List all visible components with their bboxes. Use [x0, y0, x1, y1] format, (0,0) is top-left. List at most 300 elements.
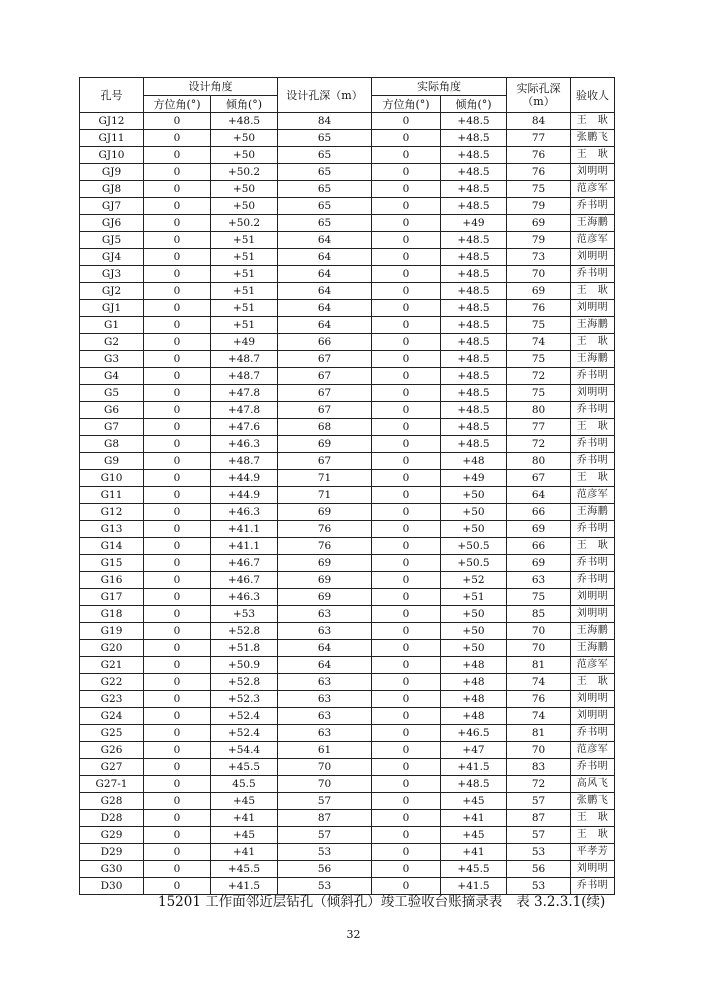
cell-design-depth: 69: [278, 436, 372, 453]
cell-actual-azimuth: 0: [372, 419, 441, 436]
cell-hole-no: D29: [80, 844, 144, 861]
cell-design-azimuth: 0: [144, 657, 211, 674]
cell-design-depth: 69: [278, 555, 372, 572]
cell-hole-no: GJ9: [80, 164, 144, 181]
cell-hole-no: G8: [80, 436, 144, 453]
cell-actual-depth: 73: [507, 249, 571, 266]
table-row: [80, 708, 615, 725]
cell-design-azimuth: 0: [144, 385, 211, 402]
cell-design-depth: 67: [278, 453, 372, 470]
header-inspector: 验收人: [571, 78, 615, 113]
cell-inspector: 范彦军: [571, 487, 615, 504]
cell-design-depth: 63: [278, 691, 372, 708]
drilling-acceptance-table: [79, 77, 615, 895]
cell-design-depth: 71: [278, 487, 372, 504]
table-caption: [158, 890, 605, 910]
cell-inspector: 刘明明: [571, 708, 615, 725]
cell-actual-dip: +48.5: [441, 402, 507, 419]
table-row: [80, 334, 615, 351]
cell-inspector: 王 耿: [571, 419, 615, 436]
cell-actual-depth: 76: [507, 300, 571, 317]
cell-design-azimuth: 0: [144, 215, 211, 232]
cell-hole-no: G29: [80, 827, 144, 844]
table-row: [80, 657, 615, 674]
cell-design-dip: +47.6: [211, 419, 278, 436]
cell-design-depth: 64: [278, 300, 372, 317]
cell-design-depth: 65: [278, 147, 372, 164]
cell-actual-depth: 53: [507, 844, 571, 861]
table-row: [80, 317, 615, 334]
cell-actual-depth: 53: [507, 878, 571, 895]
cell-design-depth: 64: [278, 249, 372, 266]
cell-design-azimuth: 0: [144, 538, 211, 555]
cell-actual-depth: 69: [507, 555, 571, 572]
cell-actual-dip: +41.5: [441, 878, 507, 895]
cell-actual-dip: +50: [441, 606, 507, 623]
cell-actual-dip: +48: [441, 453, 507, 470]
cell-actual-azimuth: 0: [372, 249, 441, 266]
cell-design-azimuth: 0: [144, 368, 211, 385]
cell-design-dip: +51.8: [211, 640, 278, 657]
cell-actual-azimuth: 0: [372, 266, 441, 283]
cell-inspector: 乔书明: [571, 555, 615, 572]
table-row: [80, 691, 615, 708]
cell-design-dip: +45.5: [211, 759, 278, 776]
cell-design-depth: 64: [278, 232, 372, 249]
cell-actual-dip: +52: [441, 572, 507, 589]
cell-inspector: 刘明明: [571, 385, 615, 402]
cell-hole-no: GJ2: [80, 283, 144, 300]
cell-design-azimuth: 0: [144, 402, 211, 419]
cell-design-dip: +51: [211, 283, 278, 300]
cell-actual-depth: 76: [507, 164, 571, 181]
cell-design-depth: 63: [278, 623, 372, 640]
cell-design-depth: 67: [278, 351, 372, 368]
cell-actual-depth: 87: [507, 810, 571, 827]
cell-design-dip: +50: [211, 147, 278, 164]
cell-design-azimuth: 0: [144, 555, 211, 572]
cell-actual-azimuth: 0: [372, 759, 441, 776]
cell-design-azimuth: 0: [144, 470, 211, 487]
cell-inspector: 王 耿: [571, 810, 615, 827]
cell-design-dip: +50.2: [211, 164, 278, 181]
cell-design-azimuth: 0: [144, 776, 211, 793]
cell-actual-azimuth: 0: [372, 436, 441, 453]
cell-actual-dip: +46.5: [441, 725, 507, 742]
cell-design-dip: +53: [211, 606, 278, 623]
cell-design-azimuth: 0: [144, 283, 211, 300]
cell-design-depth: 56: [278, 861, 372, 878]
cell-actual-depth: 80: [507, 402, 571, 419]
cell-inspector: 张鹏飞: [571, 130, 615, 147]
cell-design-dip: +48.7: [211, 351, 278, 368]
cell-actual-depth: 85: [507, 606, 571, 623]
cell-inspector: 高风飞: [571, 776, 615, 793]
cell-actual-dip: +48: [441, 674, 507, 691]
cell-actual-dip: +45: [441, 827, 507, 844]
cell-actual-depth: 75: [507, 385, 571, 402]
cell-actual-dip: +48.5: [441, 351, 507, 368]
cell-actual-depth: 84: [507, 113, 571, 130]
cell-inspector: 乔书明: [571, 266, 615, 283]
cell-actual-azimuth: 0: [372, 606, 441, 623]
cell-design-dip: +41.1: [211, 521, 278, 538]
cell-design-dip: +47.8: [211, 402, 278, 419]
cell-design-azimuth: 0: [144, 691, 211, 708]
cell-design-dip: +52.3: [211, 691, 278, 708]
cell-design-azimuth: 0: [144, 147, 211, 164]
cell-design-depth: 69: [278, 572, 372, 589]
cell-design-dip: +51: [211, 266, 278, 283]
cell-actual-depth: 72: [507, 436, 571, 453]
cell-inspector: 范彦军: [571, 181, 615, 198]
cell-actual-depth: 63: [507, 572, 571, 589]
cell-design-dip: +48.5: [211, 113, 278, 130]
cell-design-dip: +44.9: [211, 487, 278, 504]
cell-design-azimuth: 0: [144, 249, 211, 266]
table-row: [80, 402, 615, 419]
cell-actual-depth: 81: [507, 725, 571, 742]
cell-design-azimuth: 0: [144, 436, 211, 453]
cell-actual-dip: +48.5: [441, 249, 507, 266]
cell-actual-azimuth: 0: [372, 657, 441, 674]
cell-actual-depth: 75: [507, 181, 571, 198]
cell-actual-dip: +41.5: [441, 759, 507, 776]
table-row: [80, 640, 615, 657]
cell-hole-no: G18: [80, 606, 144, 623]
cell-actual-azimuth: 0: [372, 538, 441, 555]
cell-inspector: 王 耿: [571, 538, 615, 555]
cell-inspector: 平孝芳: [571, 844, 615, 861]
cell-inspector: 刘明明: [571, 589, 615, 606]
cell-design-azimuth: 0: [144, 606, 211, 623]
cell-actual-dip: +41: [441, 810, 507, 827]
cell-actual-depth: 79: [507, 198, 571, 215]
cell-inspector: 王 耿: [571, 147, 615, 164]
cell-hole-no: G11: [80, 487, 144, 504]
cell-design-depth: 71: [278, 470, 372, 487]
cell-actual-dip: +48.5: [441, 266, 507, 283]
cell-design-azimuth: 0: [144, 232, 211, 249]
table-row: [80, 385, 615, 402]
cell-design-dip: +41: [211, 844, 278, 861]
table-row: [80, 266, 615, 283]
cell-design-depth: 68: [278, 419, 372, 436]
cell-actual-azimuth: 0: [372, 317, 441, 334]
cell-design-dip: +48.7: [211, 368, 278, 385]
table-body: [80, 113, 615, 895]
table-row: [80, 232, 615, 249]
cell-actual-dip: +48.5: [441, 419, 507, 436]
table-row: [80, 300, 615, 317]
cell-design-azimuth: 0: [144, 266, 211, 283]
cell-actual-dip: +50.5: [441, 555, 507, 572]
cell-design-azimuth: 0: [144, 164, 211, 181]
cell-hole-no: G3: [80, 351, 144, 368]
cell-inspector: 乔书明: [571, 572, 615, 589]
cell-design-depth: 64: [278, 283, 372, 300]
cell-actual-azimuth: 0: [372, 844, 441, 861]
cell-design-dip: +44.9: [211, 470, 278, 487]
cell-design-depth: 69: [278, 504, 372, 521]
cell-actual-depth: 69: [507, 283, 571, 300]
table-row: [80, 419, 615, 436]
cell-actual-azimuth: 0: [372, 283, 441, 300]
cell-actual-dip: +48.5: [441, 181, 507, 198]
cell-hole-no: G9: [80, 453, 144, 470]
cell-design-depth: 63: [278, 606, 372, 623]
cell-actual-azimuth: 0: [372, 147, 441, 164]
cell-actual-dip: +48.5: [441, 232, 507, 249]
cell-hole-no: G27: [80, 759, 144, 776]
table-header: [80, 78, 615, 113]
cell-actual-depth: 70: [507, 266, 571, 283]
cell-design-azimuth: 0: [144, 198, 211, 215]
cell-inspector: 张鹏飞: [571, 793, 615, 810]
cell-inspector: 乔书明: [571, 453, 615, 470]
cell-design-dip: +52.4: [211, 708, 278, 725]
cell-actual-depth: 75: [507, 351, 571, 368]
cell-hole-no: G22: [80, 674, 144, 691]
cell-actual-azimuth: 0: [372, 521, 441, 538]
table-row: [80, 827, 615, 844]
cell-design-azimuth: 0: [144, 725, 211, 742]
cell-actual-depth: 69: [507, 521, 571, 538]
cell-design-azimuth: 0: [144, 572, 211, 589]
table-row: [80, 198, 615, 215]
cell-actual-azimuth: 0: [372, 487, 441, 504]
cell-design-azimuth: 0: [144, 504, 211, 521]
cell-design-dip: +52.4: [211, 725, 278, 742]
cell-inspector: 乔书明: [571, 436, 615, 453]
table-row: [80, 470, 615, 487]
cell-actual-azimuth: 0: [372, 368, 441, 385]
cell-design-dip: +49: [211, 334, 278, 351]
cell-actual-depth: 74: [507, 334, 571, 351]
table-row: [80, 521, 615, 538]
table-row: [80, 147, 615, 164]
table-row: [80, 436, 615, 453]
cell-inspector: 刘明明: [571, 164, 615, 181]
cell-actual-depth: 75: [507, 589, 571, 606]
table-row: [80, 249, 615, 266]
cell-design-depth: 76: [278, 521, 372, 538]
cell-hole-no: GJ10: [80, 147, 144, 164]
cell-actual-depth: 72: [507, 368, 571, 385]
cell-design-depth: 57: [278, 827, 372, 844]
cell-inspector: 王 耿: [571, 283, 615, 300]
table-row: [80, 130, 615, 147]
cell-inspector: 王 耿: [571, 470, 615, 487]
cell-actual-depth: 76: [507, 691, 571, 708]
cell-actual-dip: +45: [441, 793, 507, 810]
cell-design-azimuth: 0: [144, 589, 211, 606]
table-row: [80, 606, 615, 623]
cell-actual-dip: +48.5: [441, 436, 507, 453]
cell-design-azimuth: 0: [144, 419, 211, 436]
cell-actual-azimuth: 0: [372, 504, 441, 521]
cell-actual-dip: +50.5: [441, 538, 507, 555]
cell-actual-depth: 81: [507, 657, 571, 674]
cell-hole-no: GJ1: [80, 300, 144, 317]
cell-hole-no: G17: [80, 589, 144, 606]
cell-inspector: 乔书明: [571, 725, 615, 742]
cell-design-depth: 87: [278, 810, 372, 827]
cell-actual-azimuth: 0: [372, 589, 441, 606]
header-design-depth: 设计孔深（m）: [278, 78, 372, 113]
table-row: [80, 810, 615, 827]
cell-hole-no: GJ7: [80, 198, 144, 215]
header-actual-depth-text: 实际孔深（m）: [516, 82, 561, 108]
cell-actual-depth: 57: [507, 793, 571, 810]
cell-design-dip: +50: [211, 130, 278, 147]
cell-hole-no: G13: [80, 521, 144, 538]
cell-actual-dip: +48.5: [441, 198, 507, 215]
cell-actual-azimuth: 0: [372, 674, 441, 691]
cell-design-depth: 53: [278, 878, 372, 895]
cell-inspector: 刘明明: [571, 606, 615, 623]
cell-inspector: 乔书明: [571, 521, 615, 538]
cell-actual-depth: 69: [507, 215, 571, 232]
cell-actual-azimuth: 0: [372, 572, 441, 589]
cell-actual-dip: +48.5: [441, 130, 507, 147]
cell-inspector: 乔书明: [571, 878, 615, 895]
cell-design-azimuth: 0: [144, 113, 211, 130]
cell-actual-depth: 79: [507, 232, 571, 249]
cell-design-azimuth: 0: [144, 623, 211, 640]
table-row: [80, 793, 615, 810]
cell-design-dip: +50.2: [211, 215, 278, 232]
cell-actual-dip: +49: [441, 470, 507, 487]
table-row: [80, 181, 615, 198]
cell-hole-no: D28: [80, 810, 144, 827]
cell-actual-depth: 77: [507, 419, 571, 436]
cell-actual-azimuth: 0: [372, 181, 441, 198]
cell-hole-no: G27-1: [80, 776, 144, 793]
cell-inspector: 王海鹏: [571, 215, 615, 232]
cell-design-dip: +52.8: [211, 623, 278, 640]
cell-actual-azimuth: 0: [372, 300, 441, 317]
cell-actual-depth: 83: [507, 759, 571, 776]
cell-actual-dip: +48.5: [441, 334, 507, 351]
table-row: [80, 453, 615, 470]
table-row: [80, 776, 615, 793]
cell-design-depth: 65: [278, 130, 372, 147]
table-row: [80, 674, 615, 691]
table-row: [80, 164, 615, 181]
cell-design-azimuth: 0: [144, 827, 211, 844]
cell-inspector: 王海鹏: [571, 351, 615, 368]
cell-actual-azimuth: 0: [372, 470, 441, 487]
cell-design-azimuth: 0: [144, 640, 211, 657]
cell-hole-no: GJ3: [80, 266, 144, 283]
cell-design-dip: +50.9: [211, 657, 278, 674]
cell-actual-azimuth: 0: [372, 878, 441, 895]
cell-hole-no: G24: [80, 708, 144, 725]
cell-hole-no: D30: [80, 878, 144, 895]
cell-design-dip: +45: [211, 827, 278, 844]
cell-design-dip: +46.7: [211, 572, 278, 589]
cell-actual-dip: +50: [441, 487, 507, 504]
cell-hole-no: GJ5: [80, 232, 144, 249]
cell-design-depth: 67: [278, 385, 372, 402]
cell-actual-depth: 74: [507, 708, 571, 725]
header-actual-angle: 实际角度: [372, 78, 507, 96]
cell-actual-depth: 66: [507, 504, 571, 521]
cell-hole-no: G16: [80, 572, 144, 589]
cell-design-azimuth: 0: [144, 759, 211, 776]
cell-hole-no: G4: [80, 368, 144, 385]
header-design-dip: 倾角(°): [211, 96, 278, 113]
cell-actual-depth: 64: [507, 487, 571, 504]
cell-hole-no: G2: [80, 334, 144, 351]
cell-inspector: 刘明明: [571, 249, 615, 266]
cell-actual-depth: 80: [507, 453, 571, 470]
cell-inspector: 王 耿: [571, 674, 615, 691]
cell-inspector: 范彦军: [571, 742, 615, 759]
cell-hole-no: G15: [80, 555, 144, 572]
cell-inspector: 王海鹏: [571, 640, 615, 657]
table-row: [80, 725, 615, 742]
header-hole-no: 孔号: [80, 78, 144, 113]
cell-actual-dip: +48.5: [441, 776, 507, 793]
cell-actual-azimuth: 0: [372, 351, 441, 368]
cell-actual-azimuth: 0: [372, 334, 441, 351]
cell-actual-dip: +48.5: [441, 164, 507, 181]
header-design-azimuth: 方位角(°): [144, 96, 211, 113]
cell-actual-dip: +48: [441, 691, 507, 708]
cell-actual-azimuth: 0: [372, 402, 441, 419]
cell-hole-no: GJ12: [80, 113, 144, 130]
cell-hole-no: GJ8: [80, 181, 144, 198]
cell-design-depth: 70: [278, 759, 372, 776]
cell-actual-azimuth: 0: [372, 793, 441, 810]
cell-actual-dip: +48.5: [441, 317, 507, 334]
cell-actual-depth: 76: [507, 147, 571, 164]
cell-design-azimuth: 0: [144, 521, 211, 538]
cell-actual-azimuth: 0: [372, 725, 441, 742]
cell-hole-no: G23: [80, 691, 144, 708]
cell-actual-azimuth: 0: [372, 453, 441, 470]
cell-hole-no: GJ4: [80, 249, 144, 266]
cell-hole-no: G25: [80, 725, 144, 742]
cell-design-dip: +41.5: [211, 878, 278, 895]
table-row: [80, 504, 615, 521]
header-design-angle: 设计角度: [144, 78, 278, 96]
cell-design-depth: 64: [278, 640, 372, 657]
cell-design-dip: +52.8: [211, 674, 278, 691]
cell-actual-depth: 70: [507, 742, 571, 759]
cell-actual-azimuth: 0: [372, 742, 441, 759]
cell-inspector: 乔书明: [571, 198, 615, 215]
cell-actual-dip: +48.5: [441, 147, 507, 164]
cell-hole-no: G7: [80, 419, 144, 436]
cell-actual-azimuth: 0: [372, 827, 441, 844]
cell-actual-dip: +48.5: [441, 283, 507, 300]
cell-actual-depth: 72: [507, 776, 571, 793]
cell-design-depth: 61: [278, 742, 372, 759]
cell-inspector: 乔书明: [571, 402, 615, 419]
cell-actual-dip: +50: [441, 623, 507, 640]
cell-actual-azimuth: 0: [372, 861, 441, 878]
cell-actual-depth: 56: [507, 861, 571, 878]
table-row: [80, 351, 615, 368]
cell-actual-azimuth: 0: [372, 198, 441, 215]
cell-hole-no: G1: [80, 317, 144, 334]
cell-design-dip: +46.3: [211, 589, 278, 606]
cell-actual-dip: +48.5: [441, 300, 507, 317]
cell-actual-azimuth: 0: [372, 708, 441, 725]
